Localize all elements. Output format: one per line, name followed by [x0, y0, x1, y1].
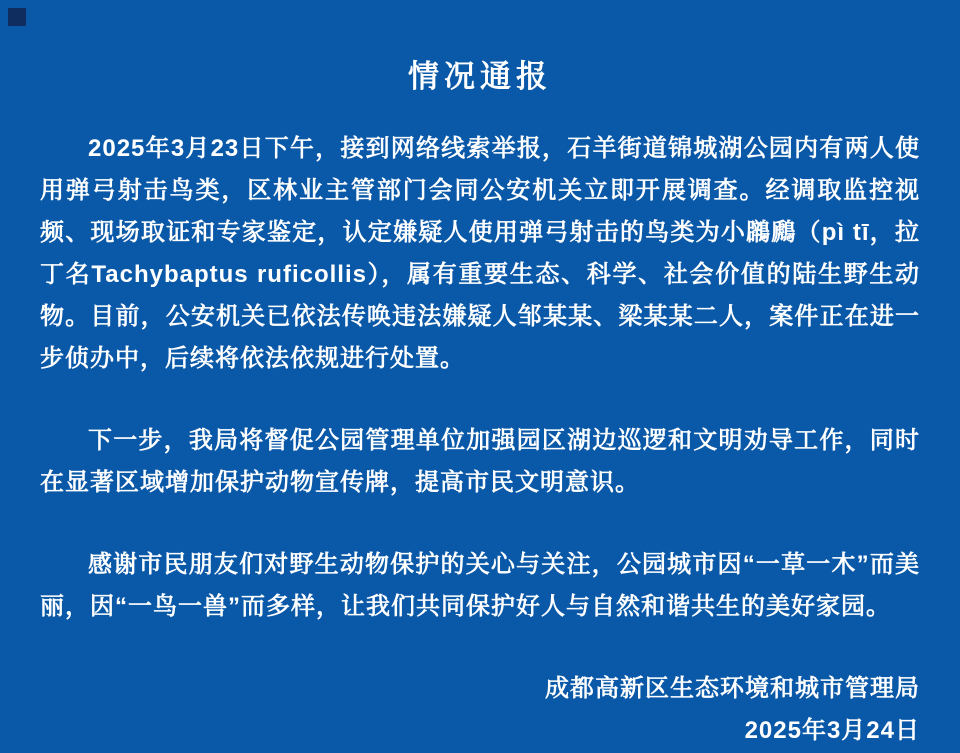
signature-block: [40, 668, 920, 752]
notice-paragraph-3: 感谢市民朋友们对野生动物保护的关心与关注，公园城市因“一草一木”而美丽，因“一鸟一兽”而多样，让我们共同保护好人与自然和谐共生的美好家园。: [40, 551, 920, 620]
signature-issuer: 成都高新区生态环境和城市管理局: [545, 675, 920, 702]
notice-body: [40, 128, 920, 628]
signature-date: 2025年3月24日: [744, 717, 920, 744]
corner-mark: [8, 8, 26, 26]
notice-paragraph-2: 下一步，我局将督促公园管理单位加强园区湖边巡逻和文明劝导工作，同时在显著区域增加保护动物宣传牌，提高市民文明意识。: [40, 427, 920, 496]
page-title: 情况通报: [408, 59, 552, 94]
notice-paragraph-1: 2025年3月23日下午，接到网络线索举报，石羊街道锦城湖公园内有两人使用弹弓射击鸟类，区林业主管部门会同公安机关立即开展调查。经调取监控视频、现场取证和专家鉴定，认定嫌疑人使用弹弓射击的鸟类为小鸊鷉（pì tī，拉丁名Tachybaptus ruficollis），属有重要生态、科学、社会价值的陆生野生动物。目前，公安机关已依法传唤违法嫌疑人邹某某、梁某某二人，案件正在进一步侦办中，后续将依法依规进行处置。: [40, 135, 920, 372]
